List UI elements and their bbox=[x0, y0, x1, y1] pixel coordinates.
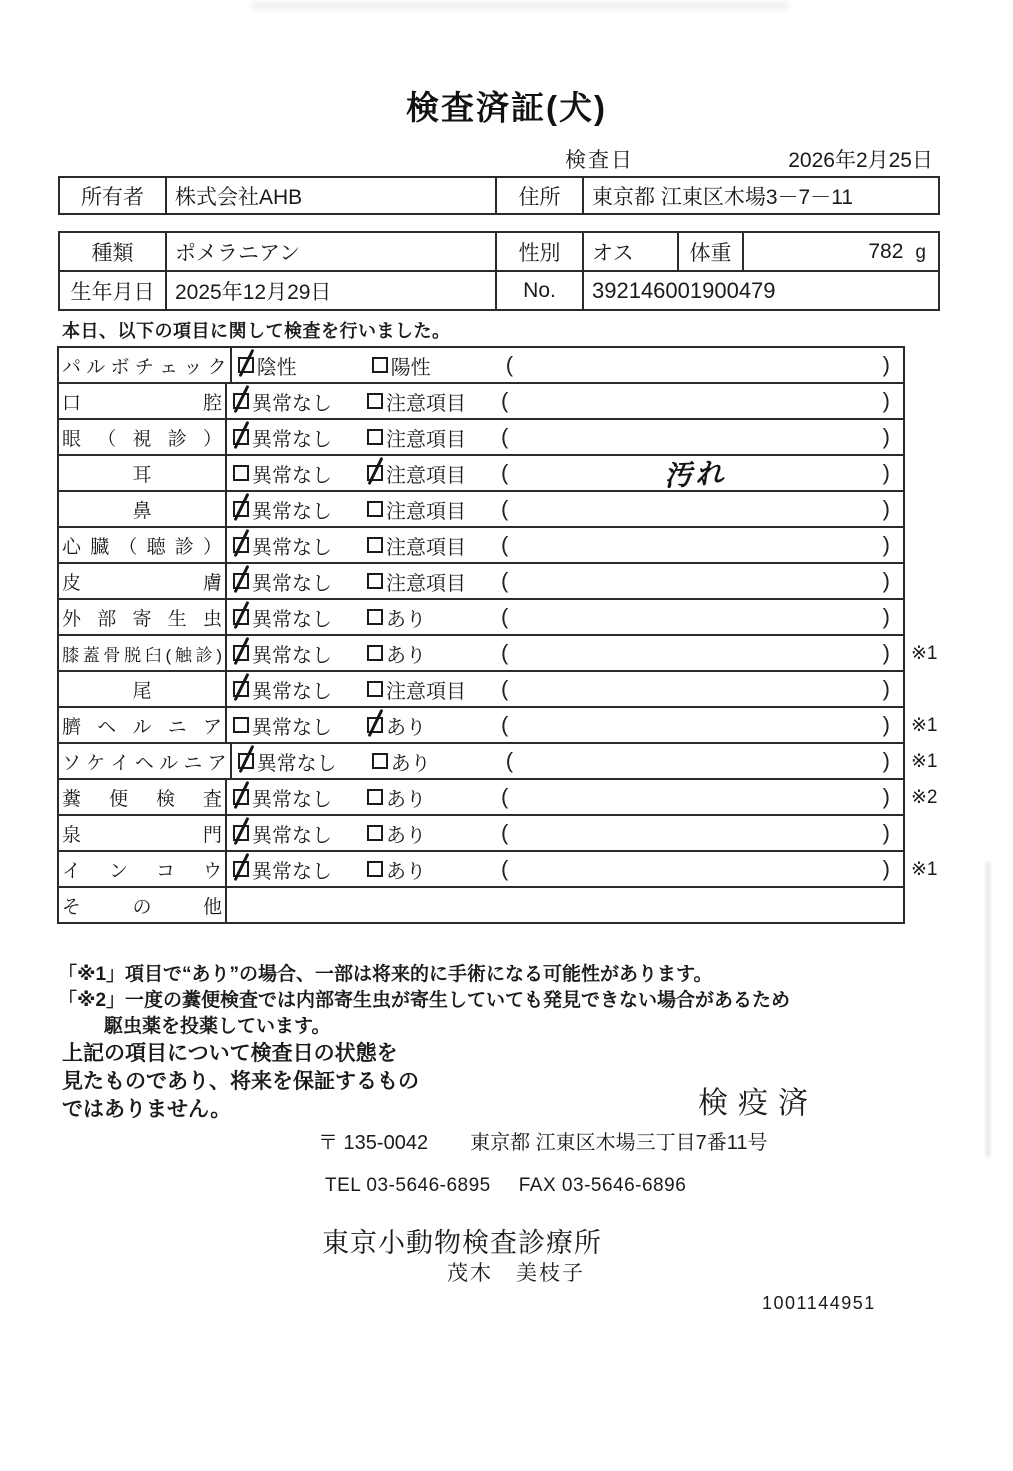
remarks-field: ( ) bbox=[505, 748, 890, 773]
footnote-mark: ※1 bbox=[911, 751, 938, 772]
exam-row-tail bbox=[59, 672, 903, 708]
clinic-address: 東京都 江東区木場三丁目7番11号 bbox=[470, 1132, 768, 1154]
checkmark-icon bbox=[238, 349, 254, 377]
exam-option-2: 注意項目 bbox=[367, 423, 501, 452]
exam-row-eyes bbox=[59, 420, 903, 456]
clinic-name: 東京小動物検査診療所 bbox=[322, 1228, 602, 1258]
exam-option-1: 異常なし bbox=[233, 495, 367, 524]
address-value: 東京都 江東区木場3－7－11 bbox=[583, 177, 939, 214]
remarks-field: ( ) bbox=[501, 856, 890, 881]
exam-option-2: 注意項目 bbox=[367, 387, 501, 416]
footnote-1: 「※1」項目で“あり”の場合、一部は将来的に手術になる可能性があります。 bbox=[58, 964, 713, 985]
footnote-2-line1: 「※2」一度の糞便検査では内部寄生虫が寄生していても発見できない場合があるため bbox=[58, 990, 791, 1011]
checkbox-icon bbox=[233, 465, 249, 481]
exam-item-label: イ ン コ ウ bbox=[59, 852, 227, 886]
exam-option-2: あり bbox=[372, 747, 506, 776]
checkmark-icon bbox=[234, 637, 250, 665]
exam-option-1: 異常なし bbox=[233, 603, 367, 632]
owner-label: 所有者 bbox=[59, 177, 166, 214]
remarks-field: ( ) bbox=[501, 676, 890, 701]
postal-code: 〒 135-0042 bbox=[318, 1132, 429, 1154]
exam-row-parvo-check bbox=[59, 348, 903, 384]
checkbox-icon bbox=[233, 429, 249, 445]
checkmark-icon bbox=[234, 421, 250, 449]
weight-number: 782 bbox=[868, 239, 904, 263]
remarks-field: ( ) bbox=[501, 640, 890, 665]
remarks-field: ( ) bbox=[501, 496, 890, 521]
exam-row-oral bbox=[59, 384, 903, 420]
exam-row-fecal-exam bbox=[59, 780, 938, 816]
checkbox-icon bbox=[233, 609, 249, 625]
checkbox-icon bbox=[372, 357, 388, 373]
checkmark-icon bbox=[234, 601, 250, 629]
breed-value: ポメラニアン bbox=[166, 232, 496, 271]
exam-option-1: 異常なし bbox=[233, 711, 367, 740]
checkbox-icon bbox=[367, 609, 383, 625]
quarantine-stamp: 検疫済 bbox=[698, 1087, 818, 1120]
exam-option-1: 異常なし bbox=[233, 819, 367, 848]
examiner-name: 茂木 美枝子 bbox=[447, 1262, 585, 1285]
exam-row-umbilical-hernia bbox=[59, 708, 938, 744]
table-row bbox=[59, 232, 939, 271]
clinic-fax: FAX 03-5646-6896 bbox=[518, 1175, 687, 1196]
pet-table bbox=[58, 231, 940, 311]
weight-value bbox=[743, 232, 939, 271]
checkmark-icon bbox=[368, 457, 384, 485]
checkbox-icon bbox=[367, 645, 383, 661]
exam-table bbox=[57, 346, 938, 924]
exam-item-label: 鼻 bbox=[59, 492, 227, 526]
remarks-field: ( ) bbox=[501, 388, 890, 413]
exam-item-label: 心 臓 （ 聴 診 ） bbox=[59, 528, 227, 562]
exam-option-2: あり bbox=[367, 603, 501, 632]
checkbox-icon bbox=[233, 681, 249, 697]
checkbox-icon bbox=[233, 537, 249, 553]
birthdate-label: 生年月日 bbox=[59, 271, 166, 310]
exam-option-2: 注意項目 bbox=[367, 567, 501, 596]
remarks-field: ( ) bbox=[501, 820, 890, 845]
checkbox-icon bbox=[367, 393, 383, 409]
checkbox-icon bbox=[233, 789, 249, 805]
owner-table bbox=[58, 176, 940, 215]
exam-item-label: ソ ケ イ ヘ ル ニ ア bbox=[59, 744, 232, 778]
exam-option-2: あり bbox=[367, 639, 501, 668]
exam-option-2: あり bbox=[367, 783, 501, 812]
exam-option-1: 異常なし bbox=[233, 387, 367, 416]
checkbox-icon bbox=[233, 645, 249, 661]
remarks-field: ( ) bbox=[505, 352, 890, 377]
scan-smudge-top bbox=[250, 2, 790, 9]
address-label: 住所 bbox=[496, 177, 583, 214]
exam-option-1: 異常なし bbox=[233, 567, 367, 596]
exam-row-inguinal-hernia bbox=[59, 744, 938, 780]
intro-text: 本日、以下の項目に関して検査を行いました。 bbox=[62, 321, 451, 341]
exam-option-2: 注意項目 bbox=[367, 495, 501, 524]
exam-row-fontanelle bbox=[59, 816, 903, 852]
table-row bbox=[59, 177, 939, 214]
checkmark-icon bbox=[234, 385, 250, 413]
handwritten-note: 汚れ bbox=[663, 457, 728, 492]
exam-option-2: 注意項目 bbox=[367, 459, 501, 488]
remarks-field: ( ) bbox=[501, 568, 890, 593]
checkbox-icon bbox=[367, 573, 383, 589]
remarks-field: ( ) bbox=[501, 532, 890, 557]
owner-value: 株式会社AHB bbox=[166, 177, 496, 214]
checkbox-icon bbox=[367, 717, 383, 733]
disclaimer-line3: ではありません。 bbox=[62, 1098, 232, 1121]
remarks-field: ( ) bbox=[501, 424, 890, 449]
checkbox-icon bbox=[238, 357, 254, 373]
footnote-mark: ※2 bbox=[911, 787, 938, 808]
footnote-mark: ※1 bbox=[911, 715, 938, 736]
exam-item-label: 口 腔 bbox=[59, 384, 227, 418]
footnote-2 bbox=[58, 988, 790, 1040]
exam-option-1: 異常なし bbox=[238, 747, 372, 776]
exam-option-1: 異常なし bbox=[233, 783, 367, 812]
sex-value: オス bbox=[583, 232, 678, 271]
checkmark-icon bbox=[234, 781, 250, 809]
checkbox-icon bbox=[367, 861, 383, 877]
scan-streak-right bbox=[986, 862, 990, 1157]
birthdate-value: 2025年12月29日 bbox=[166, 271, 496, 310]
checkbox-icon bbox=[367, 537, 383, 553]
checkmark-icon bbox=[234, 817, 250, 845]
checkbox-icon bbox=[233, 861, 249, 877]
checkmark-icon bbox=[234, 529, 250, 557]
checkmark-icon bbox=[234, 673, 250, 701]
exam-item-label: 眼 （ 視 診 ） bbox=[59, 420, 227, 454]
exam-option-1: 異常なし bbox=[233, 675, 367, 704]
exam-row-inkou bbox=[59, 852, 938, 888]
disclaimer-line2: 見たものであり、将来を保証するもの bbox=[62, 1070, 419, 1093]
exam-row-ears bbox=[59, 456, 903, 492]
remarks-field: ( ) bbox=[501, 604, 890, 629]
checkbox-icon bbox=[367, 429, 383, 445]
inspection-date-value: 2026年2月25日 bbox=[788, 149, 933, 172]
remarks-field: ( 汚れ ) bbox=[501, 453, 903, 493]
weight-label: 体重 bbox=[678, 232, 743, 271]
clinic-postal-line bbox=[318, 1126, 768, 1155]
checkbox-icon bbox=[372, 753, 388, 769]
checkmark-icon bbox=[368, 709, 384, 737]
checkbox-icon bbox=[233, 825, 249, 841]
sex-label: 性別 bbox=[496, 232, 583, 271]
remarks-field: ( ) bbox=[501, 712, 890, 737]
disclaimer-line1: 上記の項目について検査日の状態を bbox=[62, 1042, 398, 1065]
checkbox-icon bbox=[367, 825, 383, 841]
exam-option-1: 異常なし bbox=[233, 423, 367, 452]
exam-row-heart bbox=[59, 528, 903, 564]
breed-label: 種類 bbox=[59, 232, 166, 271]
exam-item-label: 膝蓋骨脱臼(触診) bbox=[59, 636, 227, 670]
exam-item-label: 皮 膚 bbox=[59, 564, 227, 598]
inspection-date-label: 検査日 bbox=[565, 149, 634, 172]
number-value: 392146001900479 bbox=[583, 271, 939, 310]
checkmark-icon bbox=[238, 745, 254, 773]
footnote-2-line2: 駆虫薬を投薬しています。 bbox=[104, 1016, 331, 1037]
checkbox-icon bbox=[367, 681, 383, 697]
exam-option-2: あり bbox=[367, 855, 501, 884]
exam-option-2: 注意項目 bbox=[367, 531, 501, 560]
checkbox-icon bbox=[233, 501, 249, 517]
table-row bbox=[59, 271, 939, 310]
exam-option-2: 陽性 bbox=[372, 351, 506, 380]
checkbox-icon bbox=[367, 789, 383, 805]
exam-item-label: 糞 便 検 査 bbox=[59, 780, 227, 814]
checkbox-icon bbox=[238, 753, 254, 769]
checkmark-icon bbox=[234, 853, 250, 881]
exam-option-2: 注意項目 bbox=[367, 675, 501, 704]
exam-option-1: 陰性 bbox=[238, 351, 372, 380]
exam-option-1: 異常なし bbox=[233, 639, 367, 668]
exam-item-label: 外 部 寄 生 虫 bbox=[59, 600, 227, 634]
checkbox-icon bbox=[367, 465, 383, 481]
exam-row-external-parasites bbox=[59, 600, 903, 636]
exam-option-1: 異常なし bbox=[233, 855, 367, 884]
checkbox-icon bbox=[233, 393, 249, 409]
remarks-field: ( ) bbox=[501, 784, 890, 809]
checkbox-icon bbox=[367, 501, 383, 517]
exam-option-1: 異常なし bbox=[233, 531, 367, 560]
exam-item-label: 臍 ヘ ル ニ ア bbox=[59, 708, 227, 742]
exam-item-label: 耳 bbox=[59, 456, 227, 490]
page-title: 検査済証(犬) bbox=[406, 89, 607, 126]
exam-row-patella bbox=[59, 636, 938, 672]
clinic-tel: TEL 03-5646-6895 bbox=[325, 1175, 491, 1196]
exam-item-label: パ ル ボ チ ェ ッ ク bbox=[59, 348, 232, 382]
exam-row-nose bbox=[59, 492, 903, 528]
exam-option-2: あり bbox=[367, 819, 501, 848]
exam-item-label: 泉 門 bbox=[59, 816, 227, 850]
checkmark-icon bbox=[234, 493, 250, 521]
exam-item-label: 尾 bbox=[59, 672, 227, 706]
exam-row-other bbox=[59, 888, 903, 924]
checkbox-icon bbox=[233, 717, 249, 733]
exam-option-2: あり bbox=[367, 711, 501, 740]
exam-option-1: 異常なし bbox=[233, 459, 367, 488]
checkbox-icon bbox=[233, 573, 249, 589]
footnote-mark: ※1 bbox=[911, 859, 938, 880]
disclaimer-text bbox=[62, 1040, 419, 1124]
exam-item-label: そ の 他 bbox=[59, 888, 227, 922]
checkmark-icon bbox=[234, 565, 250, 593]
serial-number: 1001144951 bbox=[762, 1293, 876, 1313]
exam-row-skin bbox=[59, 564, 903, 600]
number-label: No. bbox=[496, 271, 583, 310]
weight-unit: g bbox=[915, 241, 926, 263]
clinic-tel-line bbox=[325, 1175, 686, 1197]
footnote-mark: ※1 bbox=[911, 643, 938, 664]
